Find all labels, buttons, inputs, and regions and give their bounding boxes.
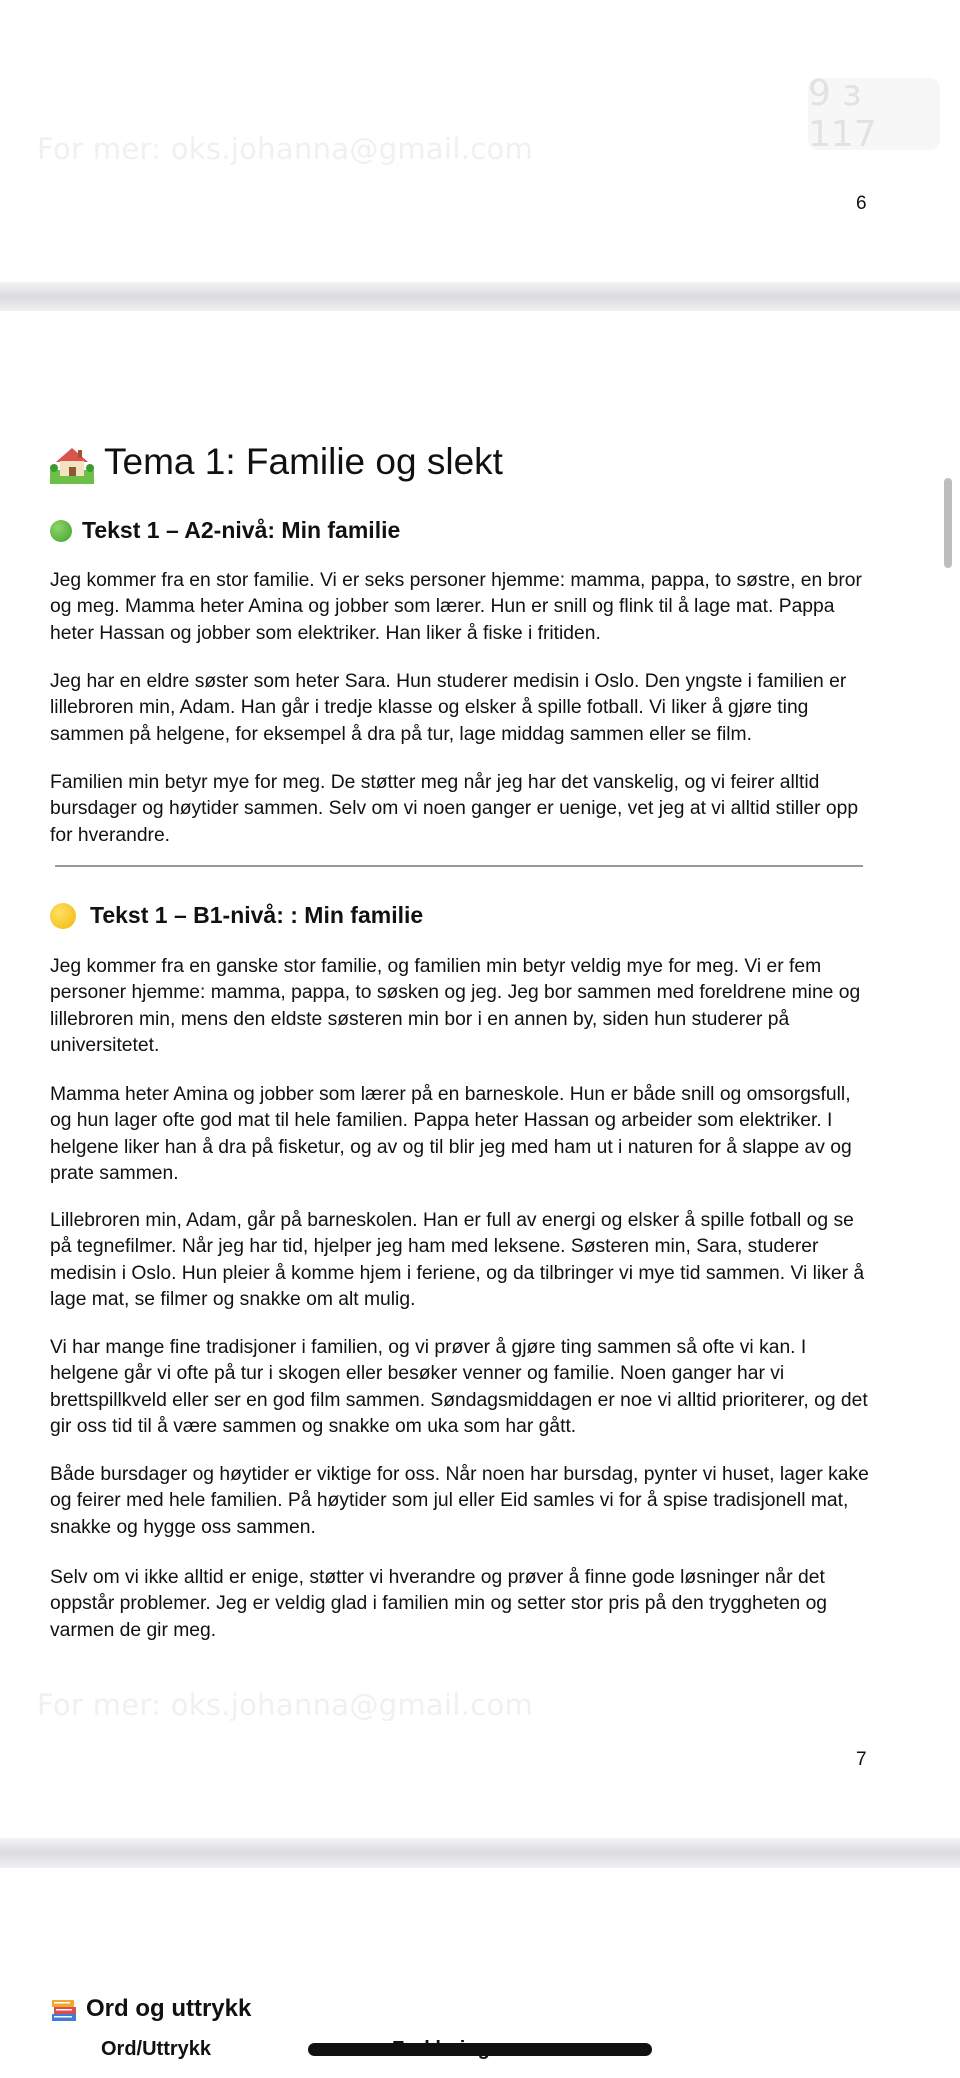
section-heading-text: Tekst 1 – A2-nivå: Min familie	[82, 517, 401, 543]
paragraph: Jeg kommer fra en ganske stor familie, og familien min betyr veldig mye for meg. Vi er fem personer hjemme: mamma, pappa, to søsken og jeg. Jeg bor sammen med foreldrene mine og lillebroren min, mens den eldste søsteren min bor i en annen by, siden hun studerer på universitetet.	[50, 956, 861, 1056]
section-heading-a2	[50, 517, 400, 544]
page-number: 7	[856, 1749, 867, 1770]
watermark: For mer: oks.johanna@gmail.com	[37, 1688, 534, 1722]
paragraph: Både bursdager og høytider er viktige for oss. Når noen har bursdag, pynter vi huset, lager kake og feirer med hele familien. På høytider som jul eller Eid samles vi for å spise tradisjonell mat, snakke og hygge oss sammen.	[50, 1464, 869, 1538]
paragraph: Selv om vi ikke alltid er enige, støtter vi hverandre og prøver å finne gode løsninger når det oppstår problemer. Jeg er veldig glad i familien min og setter stor pris på den tryggheten og varmen de gir meg.	[50, 1567, 828, 1641]
paragraph: Lillebroren min, Adam, går på barneskolen. Han er full av energi og elsker å spille fotball og se på tegnefilmer. Når jeg har tid, hjelper jeg ham med leksene. Søsteren min, Sara, studerer medisin i Oslo. Hun pleier å komme hjem i feriene, og da tilbringer vi mye tid sammen. Vi liker å lage mat, se filmer og snakke om alt mulig.	[50, 1210, 865, 1310]
vocab-heading	[50, 1995, 251, 2023]
paragraph: Vi har mange fine tradisjoner i familien, og vi prøver å gjøre ting sammen så ofte vi kan. I helgene går vi ofte på tur i skogen eller besøker venner og familie. Noen ganger har vi brettspillkveld eller ser en god film sammen. Søndagsmiddagen er noe vi alltid prioriterer, og det gir oss tid til å være sammen og snakke om uka som har gått.	[50, 1337, 868, 1437]
page-counter-badge: 9 з 117	[808, 78, 940, 150]
watermark: For mer: oks.johanna@gmail.com	[37, 132, 534, 166]
page-title	[50, 440, 503, 484]
books-icon	[50, 1996, 78, 2022]
section-heading-b1	[50, 902, 423, 929]
paragraph: Mamma heter Amina og jobber som lærer på en barneskole. Hun er både snill og omsorgsfull, og hun lager ofte god mat til hele familien. Pappa heter Hassan og arbeider som elektriker. I helgene liker han å dra på fisketur, og av og til blir jeg med ham ut i naturen for å slappe av og prate sammen.	[50, 1084, 852, 1184]
page-separator	[0, 1838, 960, 1868]
table-header-word: Ord/Uttrykk	[101, 2038, 212, 2060]
page-separator	[0, 282, 960, 311]
home-indicator[interactable]	[308, 2043, 652, 2056]
paragraph: Jeg har en eldre søster som heter Sara. Hun studerer medisin i Oslo. Den yngste i familien er lillebroren min, Adam. Han går i tredje klasse og elsker å spille fotball. Vi liker å gjøre ting sammen på helgene, for eksempel å dra på tur, lage middag sammen eller se film.	[50, 671, 847, 745]
page-number: 6	[856, 193, 867, 214]
house-with-garden-icon	[50, 440, 94, 484]
page-title-text: Tema 1: Familie og slekt	[104, 441, 503, 482]
yellow-circle-icon	[50, 903, 76, 929]
vocab-heading-text: Ord og uttrykk	[86, 1995, 252, 2022]
section-heading-text: Tekst 1 – B1-nivå: : Min familie	[90, 902, 424, 928]
scrollbar-thumb[interactable]	[944, 478, 952, 568]
paragraph: Familien min betyr mye for meg. De støtter meg når jeg har det vanskelig, og vi feirer alltid bursdager og høytider sammen. Selv om vi noen ganger er uenige, vet jeg at vi alltid stiller opp for hverandre.	[50, 772, 859, 846]
horizontal-divider	[55, 865, 863, 867]
green-circle-icon	[50, 520, 72, 542]
paragraph: Jeg kommer fra en stor familie. Vi er seks personer hjemme: mamma, pappa, to søstre, en bror og meg. Mamma heter Amina og jobber som lærer. Hun er snill og flink til å lage mat. Pappa heter Hassan og jobber som elektriker. Han liker å fiske i fritiden.	[50, 570, 862, 644]
